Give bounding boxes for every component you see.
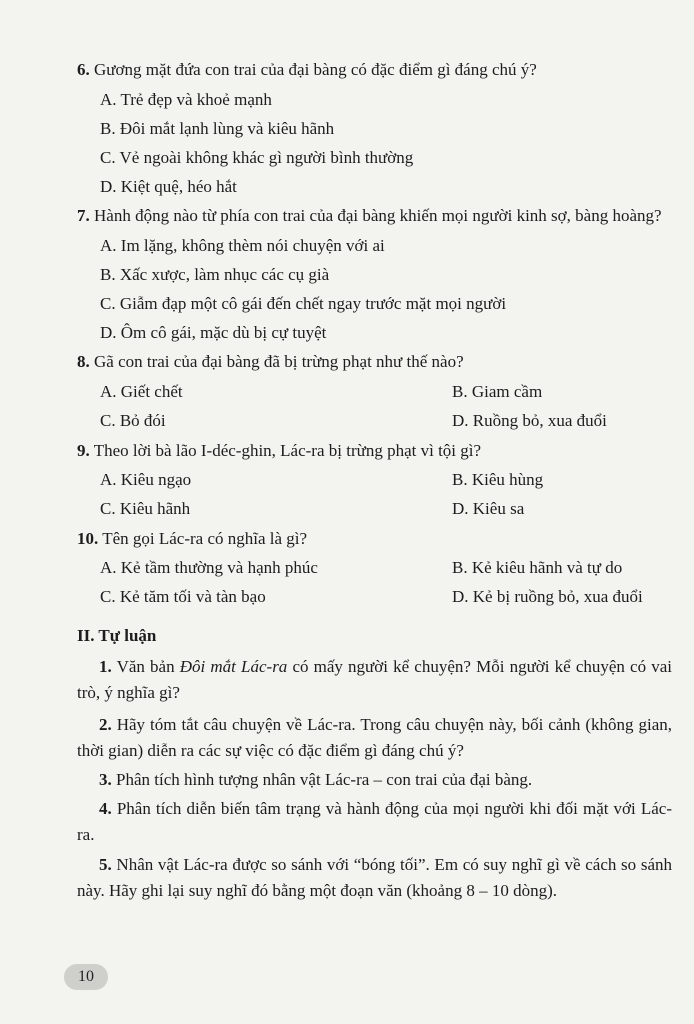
question-text: Tên gọi Lác-ra có nghĩa là gì?: [98, 529, 308, 548]
question-number: 4.: [99, 799, 112, 818]
option-c: C. Kiêu hãnh: [100, 499, 191, 518]
question-text: Hành động nào từ phía con trai của đại bàng khiến mọi người kinh sợ, bàng hoàng?: [89, 206, 662, 225]
question-text: Văn bản: [111, 657, 180, 676]
question-number: 6.: [77, 60, 90, 79]
option-a: A. Kiêu ngạo: [100, 470, 192, 489]
option-c: C. Bỏ đói: [100, 411, 166, 430]
question-text: Nhân vật Lác-ra được so sánh với “bóng tối”. Em có suy nghĩ gì về cách so sánh này. Hãy ghi lại suy nghĩ đó bằng một đoạn văn (khoảng 8 – 10 dòng).: [77, 855, 672, 900]
question-text: Phân tích hình tượng nhân vật Lác-ra – con trai của đại bàng.: [111, 770, 533, 789]
option-d: D. Ruồng bỏ, xua đuổi: [452, 411, 607, 430]
question-number: 10.: [77, 529, 99, 548]
essay-question-3: [77, 767, 672, 793]
text-title: Đôi mắt Lác-ra: [179, 657, 288, 676]
option-b: B. Kiêu hùng: [452, 470, 544, 489]
option-b: B. Đôi mắt lạnh lùng và kiêu hãnh: [100, 119, 335, 138]
question-number: 5.: [99, 855, 112, 874]
essay-question-1: [77, 654, 672, 706]
question-text: Theo lời bà lão I-déc-ghin, Lác-ra bị trừng phạt vì tội gì?: [89, 441, 482, 460]
section-heading: II. Tự luận: [77, 626, 157, 645]
essay-question-5: [77, 852, 672, 904]
essay-question-4: [77, 796, 672, 848]
option-a: A. Im lặng, không thèm nói chuyện với ai: [100, 236, 385, 255]
question-number: 9.: [77, 441, 90, 460]
option-a: A. Kẻ tầm thường và hạnh phúc: [100, 558, 318, 577]
question-text: Phân tích diễn biến tâm trạng và hành động của mọi người khi đối mặt với Lác-ra.: [77, 799, 672, 844]
option-c: C. Kẻ tăm tối và tàn bạo: [100, 587, 266, 606]
option-b: B. Xấc xược, làm nhục các cụ già: [100, 265, 330, 284]
question-text: Gương mặt đứa con trai của đại bàng có đặc điểm gì đáng chú ý?: [89, 60, 537, 79]
question-8: [77, 352, 464, 372]
question-number: 1.: [99, 657, 112, 676]
option-d: D. Ôm cô gái, mặc dù bị cự tuyệt: [100, 323, 327, 342]
page-number: 10: [64, 964, 108, 990]
option-b: B. Giam cầm: [452, 382, 543, 401]
question-9: [77, 441, 481, 461]
option-b: B. Kẻ kiêu hãnh và tự do: [452, 558, 623, 577]
option-a: A. Giết chết: [100, 382, 183, 401]
option-c: C. Vẻ ngoài không khác gì người bình thường: [100, 148, 414, 167]
option-c: C. Giẫm đạp một cô gái đến chết ngay trước mặt mọi người: [100, 294, 507, 313]
question-text: có mấy người kể chuyện? Mỗi người kể chuyện có vai trò, ý nghĩa gì?: [77, 657, 673, 702]
question-number: 8.: [77, 352, 90, 371]
essay-question-2: [77, 712, 672, 764]
option-d: D. Kiêu sa: [452, 499, 525, 518]
option-d: D. Kiệt quệ, héo hắt: [100, 177, 237, 196]
question-number: 3.: [99, 770, 112, 789]
question-6: [77, 60, 537, 80]
option-a: A. Trẻ đẹp và khoẻ mạnh: [100, 90, 272, 109]
question-10: [77, 529, 307, 549]
option-d: D. Kẻ bị ruồng bỏ, xua đuổi: [452, 587, 643, 606]
question-text: Hãy tóm tắt câu chuyện về Lác-ra. Trong câu chuyện này, bối cảnh (không gian, thời gian) diễn ra các sự việc có đặc điểm gì đáng chú ý?: [77, 715, 672, 760]
question-number: 2.: [99, 715, 112, 734]
question-text: Gã con trai của đại bàng đã bị trừng phạt như thế nào?: [89, 352, 464, 371]
question-number: 7.: [77, 206, 90, 225]
question-7: [77, 206, 662, 226]
